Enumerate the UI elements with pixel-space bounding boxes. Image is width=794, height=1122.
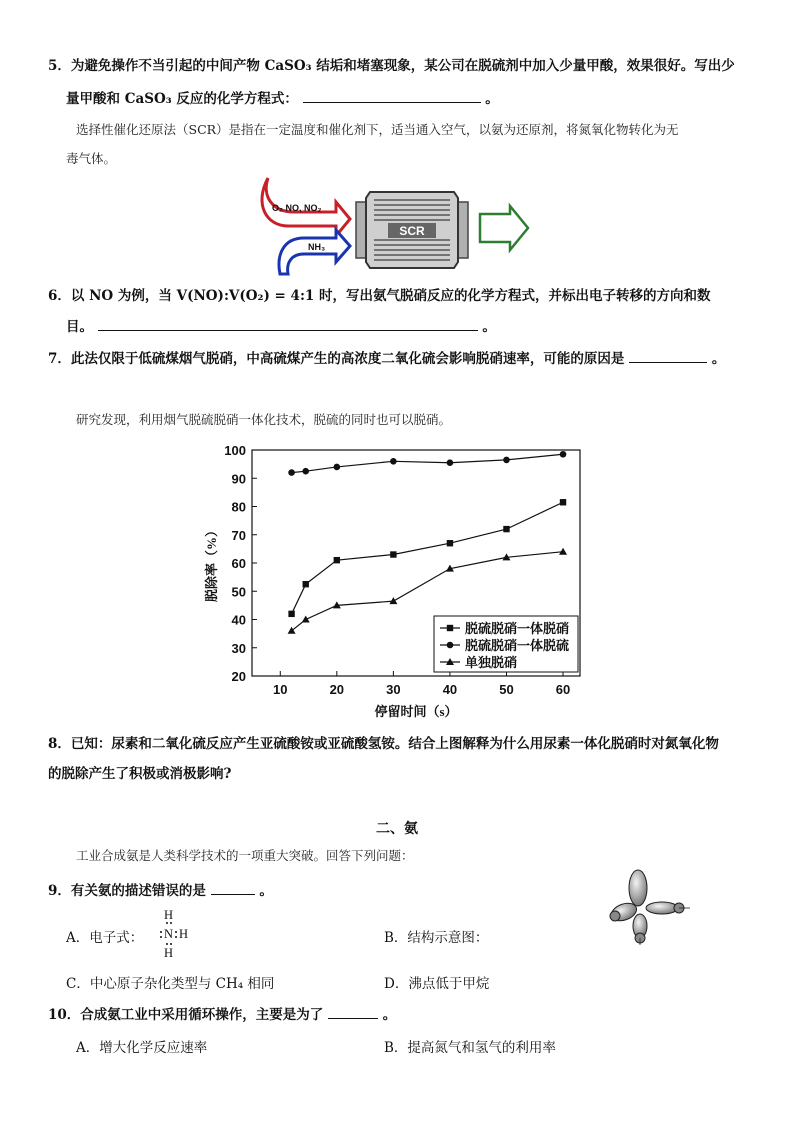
dot-h-top: H bbox=[164, 908, 174, 922]
series-1-point bbox=[390, 551, 396, 557]
series-1-point bbox=[447, 540, 453, 546]
series-3-point bbox=[302, 616, 310, 623]
q8-line2: 的脱除产生了积极或消极影响? bbox=[48, 766, 232, 782]
q9-answer-blank[interactable] bbox=[211, 880, 255, 895]
y-tick-label: 70 bbox=[231, 527, 246, 543]
q6-line2-text: 目。 bbox=[66, 319, 93, 335]
series-2-point bbox=[288, 469, 295, 476]
q7-answer-blank[interactable] bbox=[629, 348, 707, 363]
legend-label: 脱硫脱硝一体脱硝 bbox=[465, 621, 570, 636]
chart-intro: 研究发现，利用烟气脱硫脱硝一体化技术，脱硫的同时也可以脱硝。 bbox=[76, 412, 452, 427]
q10-answer-blank[interactable] bbox=[328, 1004, 378, 1019]
scr-diagram bbox=[258, 174, 533, 278]
q9-stem-end: 。 bbox=[259, 883, 273, 899]
x-tick-label: 30 bbox=[386, 682, 401, 697]
series-1-point bbox=[288, 611, 294, 617]
series-2-point bbox=[334, 464, 341, 471]
q10-stem-text: 10．合成氨工业中采用循环操作，主要是为了 bbox=[48, 1007, 324, 1023]
electron-dot-formula bbox=[160, 908, 200, 964]
y-tick-label: 40 bbox=[231, 612, 246, 628]
q6-line2-end: 。 bbox=[482, 319, 496, 335]
dot-n-center: N bbox=[164, 927, 174, 941]
series-2-point bbox=[390, 458, 397, 465]
q7-line bbox=[48, 348, 725, 369]
x-tick-label: 20 bbox=[329, 682, 345, 697]
dot-h-bottom: H bbox=[164, 946, 174, 960]
x-axis-label: 停留时间（s） bbox=[374, 704, 458, 719]
x-tick-label: 60 bbox=[555, 682, 571, 697]
removal-rate-chart bbox=[200, 440, 600, 725]
y-tick-label: 20 bbox=[231, 669, 246, 684]
y-tick-label: 100 bbox=[224, 443, 246, 458]
q7-text: 7．此法仅限于低硫煤烟气脱硝，中高硫煤产生的高浓度二氧化硫会影响脱硝速率，可能的原因是 bbox=[48, 351, 625, 367]
bond-lobe-right bbox=[646, 902, 678, 914]
q7-end: 。 bbox=[711, 351, 726, 367]
legend-marker bbox=[447, 642, 454, 649]
dot-h-right: H bbox=[179, 927, 189, 941]
q6-line1: 6．以 NO 为例，当 V(NO):V(O₂) = 4:1 时，写出氨气脱硝反应的化学方程式，并标出电子转移的方向和数 bbox=[48, 288, 711, 304]
q5-line2 bbox=[66, 88, 499, 109]
outlet-green-arrow bbox=[480, 206, 528, 250]
q10-option-a[interactable]: A．增大化学反应速率 bbox=[76, 1040, 208, 1056]
q6-answer-blank[interactable] bbox=[98, 316, 478, 331]
x-tick-label: 50 bbox=[499, 682, 514, 697]
series-2-point bbox=[447, 459, 454, 466]
q10-option-b[interactable]: B．提高氮气和氢气的利用率 bbox=[384, 1040, 556, 1056]
series-1-point bbox=[560, 499, 566, 505]
q9-option-d[interactable]: D．沸点低于甲烷 bbox=[384, 976, 490, 992]
q10-stem bbox=[48, 1004, 396, 1025]
series-line-1 bbox=[292, 502, 563, 614]
y-tick-label: 80 bbox=[231, 499, 246, 515]
scr-intro-line2: 毒气体。 bbox=[66, 151, 117, 166]
q9-option-a[interactable]: A．电子式： bbox=[66, 930, 144, 946]
ammonia-inlet-blue-arrow bbox=[279, 230, 350, 274]
y-axis-label: 脱除率（%） bbox=[204, 523, 219, 603]
y-tick-label: 90 bbox=[231, 471, 246, 487]
lone-pair-lobe bbox=[629, 870, 647, 906]
scr-top-label: O₂ NO, NO₂ bbox=[272, 203, 322, 213]
series-line-2 bbox=[292, 454, 563, 472]
series-1-point bbox=[503, 526, 509, 532]
q6-line2 bbox=[66, 316, 496, 337]
y-tick-label: 30 bbox=[231, 640, 246, 656]
scr-box-label: SCR bbox=[399, 224, 425, 238]
q9-stem-text: 9．有关氨的描述错误的是 bbox=[48, 883, 206, 899]
legend-marker bbox=[447, 625, 453, 631]
nh3-orbital-structure-icon bbox=[604, 868, 696, 946]
y-tick-label: 60 bbox=[231, 556, 246, 571]
y-tick-label: 50 bbox=[231, 584, 246, 600]
q9-option-b[interactable]: B．结构示意图： bbox=[384, 930, 489, 946]
series-1-point bbox=[303, 581, 309, 587]
section2-intro: 工业合成氨是人类科学技术的一项重大突破。回答下列问题： bbox=[76, 848, 414, 863]
x-tick-label: 40 bbox=[442, 682, 458, 697]
series-3-point bbox=[559, 548, 567, 555]
q5-answer-blank[interactable] bbox=[303, 88, 481, 103]
scr-bottom-label: NH₃ bbox=[308, 242, 326, 252]
q9-stem bbox=[48, 880, 273, 901]
q5-line1: 5．为避免操作不当引起的中间产物 CaSO₃ 结垢和堵塞现象，某公司在脱硫剂中加入少量甲酸，效果很好。写出少 bbox=[48, 58, 735, 74]
series-2-point bbox=[503, 457, 510, 464]
series-3-point bbox=[389, 597, 397, 604]
scr-intro-line1: 选择性催化还原法（SCR）是指在一定温度和催化剂下，适当通入空气，以氨为还原剂，将氮氧化物转化为无 bbox=[76, 122, 679, 137]
section2-title: 二、氨 bbox=[376, 821, 418, 837]
q5-line2-text: 量甲酸和 CaSO₃ 反应的化学方程式： bbox=[66, 91, 298, 107]
q10-stem-end: 。 bbox=[382, 1007, 397, 1023]
q8-line1: 8．已知：尿素和二氧化硫反应产生亚硫酸铵或亚硫酸氢铵。结合上图解释为什么用尿素一体化脱硝时对氮氧化物 bbox=[48, 736, 719, 752]
legend-label: 单独脱硝 bbox=[465, 655, 518, 670]
series-1-point bbox=[334, 557, 340, 563]
q9-option-c[interactable]: C．中心原子杂化类型与 CH₄ 相同 bbox=[66, 976, 275, 992]
series-2-point bbox=[560, 451, 567, 458]
h-atom-left bbox=[610, 911, 620, 921]
electron-dots bbox=[160, 908, 200, 964]
series-2-point bbox=[302, 468, 309, 475]
q5-line2-end: 。 bbox=[485, 91, 499, 107]
x-tick-label: 10 bbox=[273, 682, 288, 697]
legend-label: 脱硫脱硝一体脱硫 bbox=[465, 638, 570, 653]
